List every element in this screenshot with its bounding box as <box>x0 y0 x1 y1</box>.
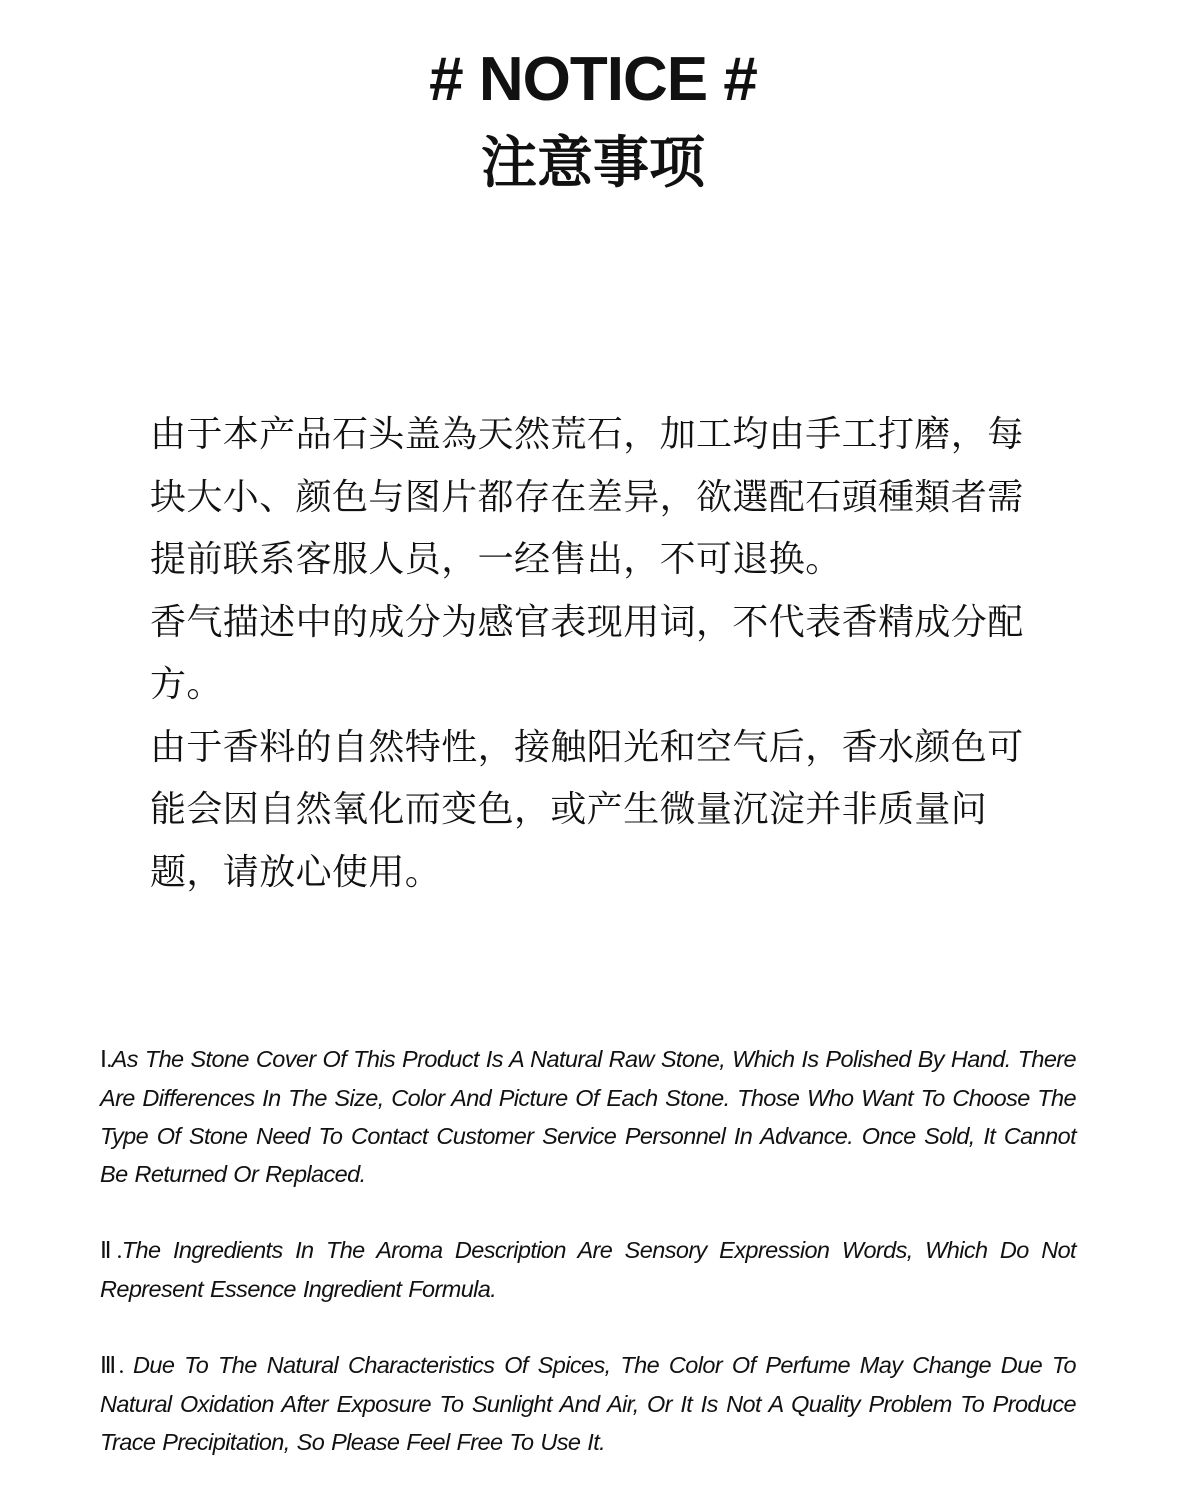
english-notice-body <box>100 1040 1076 1499</box>
roman-numeral-1: Ⅰ. <box>100 1047 112 1073</box>
en-notice-color <box>100 1346 1076 1461</box>
roman-numeral-3: Ⅲ. <box>100 1353 133 1379</box>
cn-notice-color: 由于香料的自然特性，接触阳光和空气后，香水颜色可能会因自然氧化而变色，或产生微量沉淀并非质量问题，请放心使用。 <box>150 726 1024 893</box>
roman-numeral-2: Ⅱ. <box>100 1238 122 1264</box>
en-notice-stone-text: As The Stone Cover Of This Product Is A Natural Raw Stone, Which Is Polished By Hand. There Are Differences In The Size, Color And Picture Of Each Stone. Those Who Want To Choose The Type Of Stone Need To Contact Customer Service Personnel In Advance. Once Sold, It Cannot Be Returned Or Replaced. <box>100 1046 1076 1187</box>
cn-notice-aroma: 香气描述中的成分为感官表现用词，不代表香精成分配方。 <box>150 601 1024 705</box>
notice-title: # NOTICE # <box>429 45 757 114</box>
en-notice-color-text: Due To The Natural Characteristics Of Spices, The Color Of Perfume May Change Due To Natural Oxidation After Exposure To Sunlight And Air, Or It Is Not A Quality Problem To Produce Trace Precipitation, So Please Feel Free To Use It. <box>100 1352 1076 1455</box>
chinese-notice-body <box>150 404 1050 904</box>
notice-title-chinese: 注意事项 <box>481 131 705 196</box>
en-notice-aroma-text: The Ingredients In The Aroma Description Are Sensory Expression Words, Which Do Not Represent Essence Ingredient Formula. <box>100 1237 1076 1302</box>
cn-notice-stone: 由于本产品石头盖為天然荒石，加工均由手工打磨，每块大小、颜色与图片都存在差异，欲選配石頭種類者需提前联系客服人员，一经售出，不可退换。 <box>150 414 1024 580</box>
en-notice-aroma <box>100 1231 1076 1308</box>
en-notice-stone <box>100 1040 1076 1193</box>
